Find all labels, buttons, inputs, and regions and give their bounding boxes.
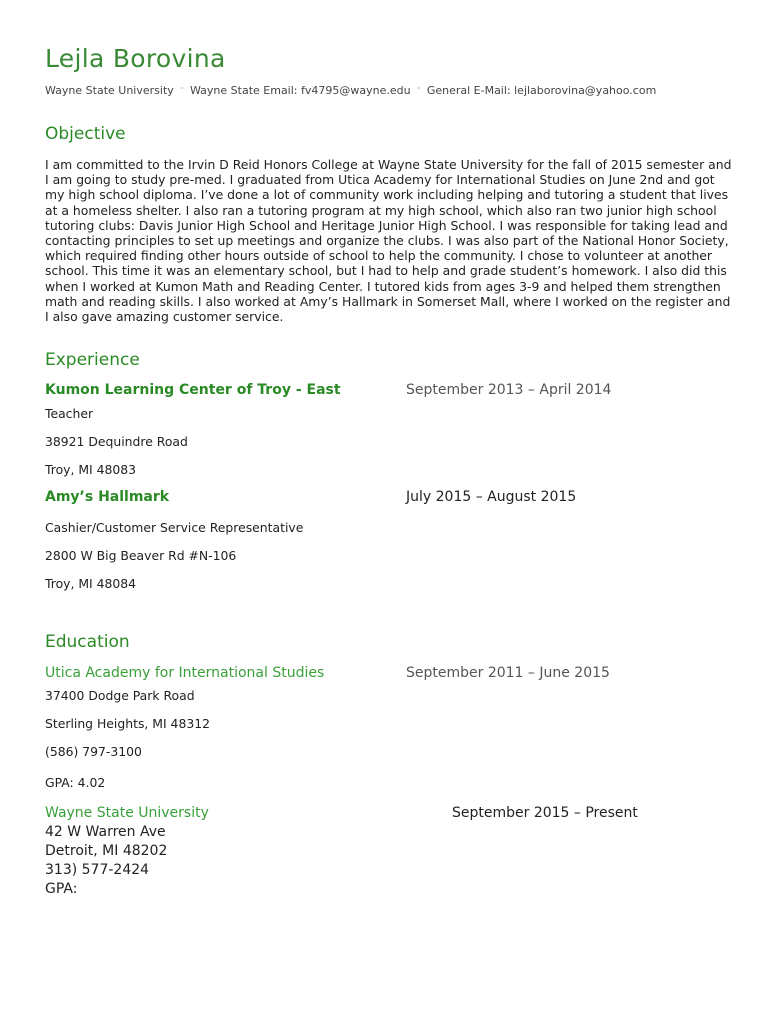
experience-heading: Experience [45,350,140,370]
job-title: Cashier/Customer Service Representative [45,520,304,535]
school-city: Sterling Heights, MI 48312 [45,716,210,731]
job-city: Troy, MI 48083 [45,462,137,477]
contact-general-email[interactable]: General E-Mail: lejlaborovina@yahoo.com [426,84,657,97]
school-city: Detroit, MI 48202 [45,843,168,859]
contact-line [45,84,656,97]
school-gpa: GPA: 4.02 [45,775,106,790]
objective-heading: Objective [45,124,126,144]
job-dates: September 2013 – April 2014 [406,382,612,398]
job-address: 2800 W Big Beaver Rd #N-106 [45,548,237,563]
school-phone: (586) 797-3100 [45,744,142,759]
school-name: Utica Academy for International Studies [45,665,325,681]
contact-separator: ⁼ [416,85,421,94]
education-heading: Education [45,632,130,652]
job-organization: Kumon Learning Center of Troy - East [45,382,341,398]
school-address: 37400 Dodge Park Road [45,688,195,703]
contact-university: Wayne State University [45,84,174,97]
job-city: Troy, MI 48084 [45,576,137,591]
school-gpa: GPA: [45,881,78,897]
candidate-name: Lejla Borovina [45,44,226,73]
school-dates: September 2015 – Present [452,805,638,821]
job-dates: July 2015 – August 2015 [406,489,577,505]
contact-separator: ⁼ [179,85,184,94]
job-organization: Amy’s Hallmark [45,489,170,505]
objective-paragraph: I am committed to the Irvin D Reid Honors College at Wayne State University for the fall of 2015 semester and I am going to study pre-med. I graduated from Utica Academy for International Studies on June 2nd and got my high school diploma. I’ve done a lot of community work including helping and tutoring a student that lives at a homeless shelter. I also ran a tutoring program at my high school, which also ran two junior high school tutoring clubs: Davis Junior High School and Heritage Junior High School. I was responsible for taking lead and contacting principles to set up meetings and organize the clubs. I was also part of the National Honor Society, which required finding other hours outside of school to help the community. I chose to volunteer at another school. This time it was an elementary school, but I had to help and grade student’s homework. I also did this when I worked at Kumon Math and Reading Center. I tutored kids from ages 3-9 and helped them strengthen math and reading skills. I also worked at Amy’s Hallmark in Somerset Mall, where I worked on the register and I also gave amazing customer service. [45,157,732,325]
school-dates: September 2011 – June 2015 [406,665,610,681]
school-address: 42 W Warren Ave [45,824,166,840]
job-address: 38921 Dequindre Road [45,434,188,449]
school-phone: 313) 577-2424 [45,862,150,878]
job-title: Teacher [45,406,94,421]
contact-school-email[interactable]: Wayne State Email: fv4795@wayne.edu [190,84,411,97]
school-name: Wayne State University [45,805,209,821]
